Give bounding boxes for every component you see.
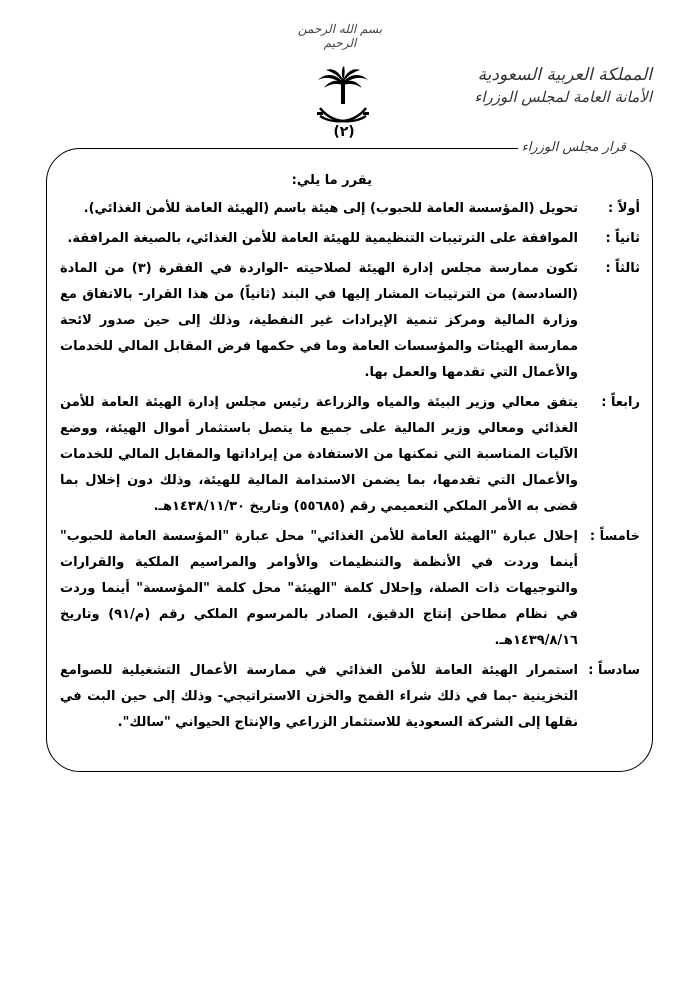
page-number: (٢): [333, 124, 355, 140]
clause-text: تكون ممارسة مجلس إدارة الهيئة لصلاحيته -الواردة في الفقرة (٣) من المادة (السادسة) من الترتيبات المشار إليها في البند (ثانياً) من هذا القرار- بالاتفاق مع وزارة المالية ومركز تنمية الإيرادات غير النفطية، وذلك إلى حين صدور لائحة ممارسة الهيئات والمؤسسات العامة وما في حكمها فرض المقابل المالي للخدمات والأعمال التي تقدمها والعمل بها.: [60, 261, 578, 380]
clause-text: استمرار الهيئة العامة للأمن الغذائي في ممارسة الأعمال التشغيلية للصوامع التخزينية -بما في ذلك شراء القمح والخزن الاستراتيجي- وذلك إلى حين البت في نقلها إلى الشركة السعودية للاستثمار الزراعي والإنتاج الحيواني "سالك".: [60, 663, 578, 730]
kingdom-name: المملكة العربية السعودية: [477, 65, 652, 85]
clause-label: رابعاً :: [601, 395, 640, 410]
clause-label: خامساً :: [589, 529, 640, 544]
decision-label: قرار مجلس الوزراء: [518, 140, 630, 155]
document-body: [60, 170, 640, 740]
clause-label: سادساً :: [588, 663, 640, 678]
clause-1: [60, 196, 640, 222]
basmala-calligraphy: بسم الله الرحمن الرحيم: [297, 22, 383, 50]
clause-2: [60, 226, 640, 252]
saudi-emblem-icon: [314, 66, 372, 126]
clause-4: [60, 390, 640, 520]
clause-text: يتفق معالي وزير البيئة والمياه والزراعة رئيس مجلس إدارة الهيئة العامة للأمن الغذائي ومعالي وزير المالية على جميع ما يتصل باستثمار أموال الهيئة، ووضع الآليات المناسبة التي تمكنها من الاستفادة من إيراداتها والمقابل المالي للخدمات والأعمال التي تقدمها، بما يضمن الاستدامة المالية للهيئة، وذلك دون إخلال بما قضى به الأمر الملكي التعميمي رقم (٥٥٦٨٥) وتاريخ ١٤٣٨/١١/٣٠هـ.: [60, 395, 578, 514]
clause-text: إحلال عبارة "الهيئة العامة للأمن الغذائي" محل عبارة "المؤسسة العامة للحبوب" أينما وردت في الأنظمة والتنظيمات والأوامر والمراسيم الملكية والقرارات والتوجيهات ذات الصلة، وإحلال كلمة "الهيئة" محل كلمة "المؤسسة" أينما وردت في نظام مطاحن إنتاج الدقيق، الصادر بالمرسوم الملكي رقم (م/٩١) وتاريخ ١٤٣٩/٨/١٦هـ.: [60, 529, 578, 648]
clause-5: [60, 524, 640, 654]
clause-3: [60, 256, 640, 386]
intro-text: يقرر ما يلي:: [291, 173, 372, 188]
secretariat-name: الأمانة العامة لمجلس الوزراء: [474, 88, 652, 106]
clause-text: تحويل (المؤسسة العامة للحبوب) إلى هيئة باسم (الهيئة العامة للأمن الغذائي).: [83, 201, 578, 216]
clause-label: ثالثاً :: [605, 261, 640, 276]
clause-6: [60, 658, 640, 736]
clause-label: ثانياً :: [605, 231, 640, 246]
clause-label: أولاً :: [608, 201, 640, 216]
clause-text: الموافقة على الترتيبات التنظيمية للهيئة العامة للأمن الغذائي، بالصيغة المرافقة.: [67, 231, 578, 246]
letterhead: [462, 64, 652, 108]
